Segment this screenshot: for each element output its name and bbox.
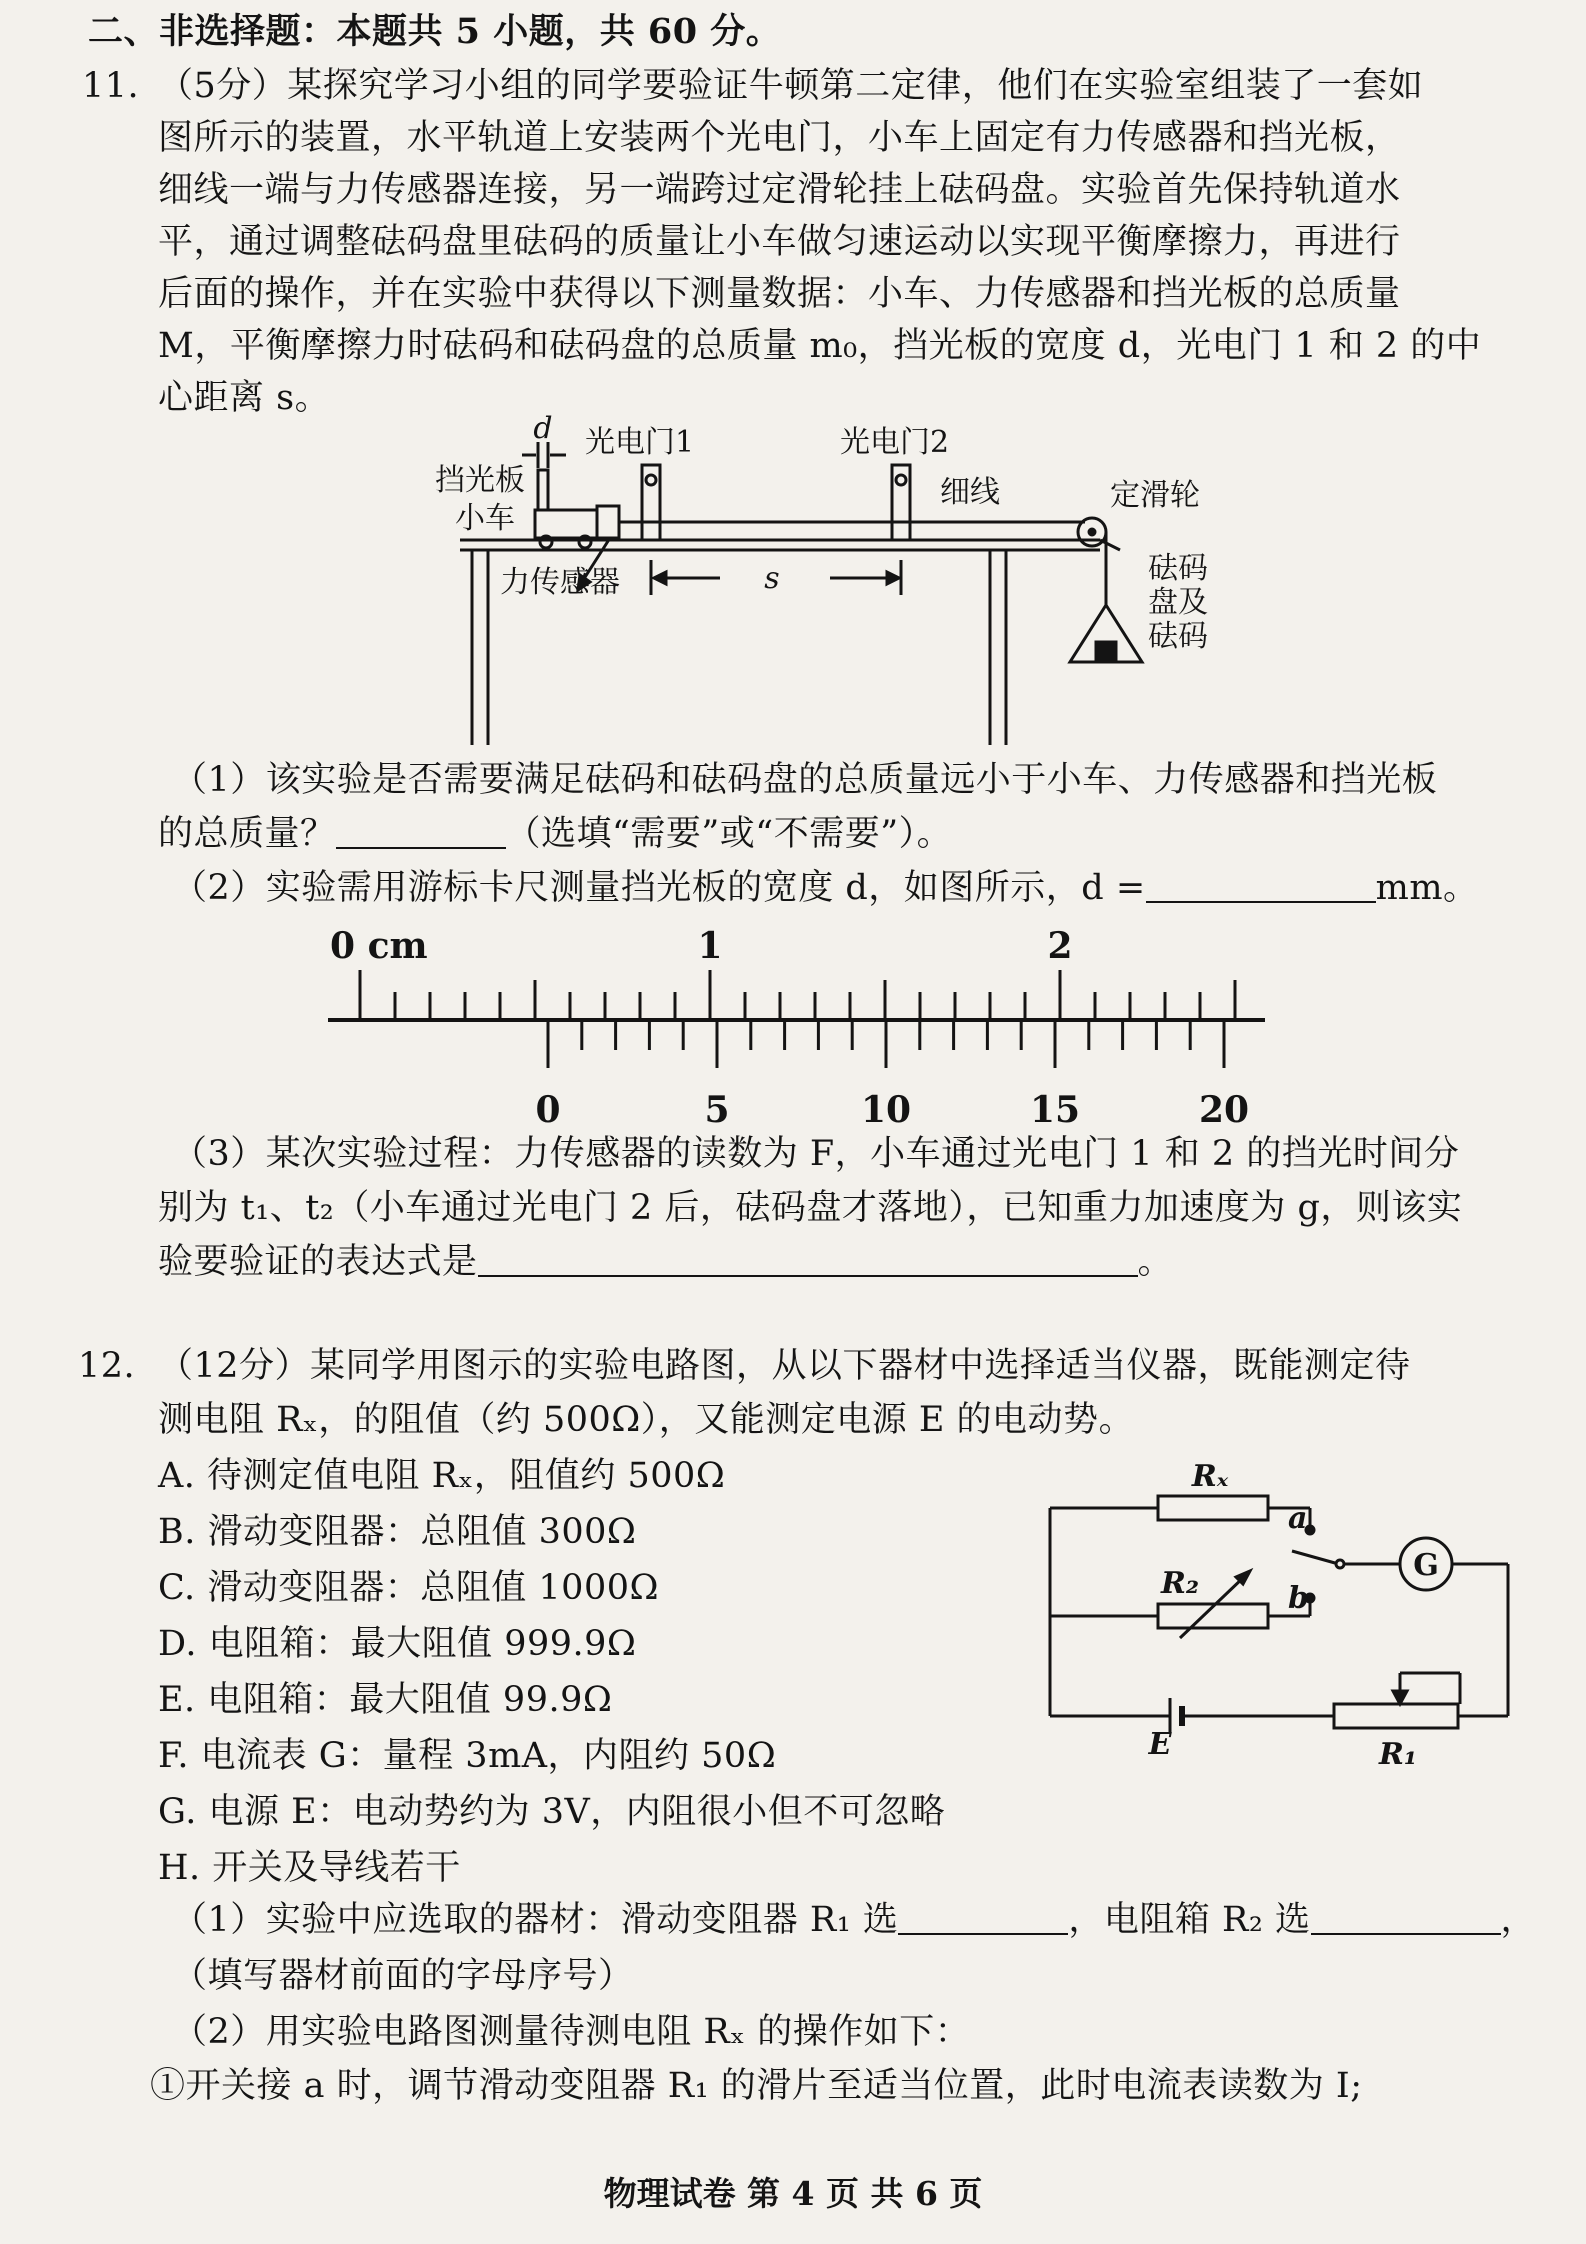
option-h: H. 开关及导线若干 [158,1848,461,1888]
label-weights-2: 盘及 [1148,585,1208,620]
q11-number: 11. [82,66,140,106]
q11-part3-line1: （3）某次实验过程：力传感器的读数为 F，小车通过光电门 1 和 2 的挡光时间分 [172,1134,1460,1174]
q12-part1-r1-blank[interactable] [898,1899,1068,1935]
q11-part3-pre: 验要验证的表达式是 [158,1242,478,1282]
label-cart: 小车 [455,501,515,536]
vernier-scale-ticks [548,1020,1224,1068]
page-footer: 物理试卷 第 4 页 共 6 页 [603,2174,983,2213]
q12-part1-r2-blank[interactable] [1311,1899,1501,1935]
circuit-label-b: b [1288,1581,1309,1616]
q11-line-6: M，平衡摩擦力时砝码和砝码盘的总质量 m₀，挡光板的宽度 d，光电门 1 和 2 的中 [158,326,1482,366]
q11-line-4: 平，通过调整砝码盘里砝码的质量让小车做匀速运动以实现平衡摩擦力，再进行 [158,222,1401,262]
main-scale-ticks [360,970,1235,1020]
option-b: B. 滑动变阻器：总阻值 300Ω [158,1512,637,1552]
caliper-main-label-2: 2 [1047,925,1073,967]
option-d: D. 电阻箱：最大阻值 999.9Ω [158,1624,637,1664]
q12-number: 12. [78,1346,136,1386]
q11-part1-answer-blank[interactable] [336,813,506,849]
q11-part3-line2: 别为 t₁、t₂（小车通过光电门 2 后，砝码盘才落地），已知重力加速度为 g，则该实 [158,1188,1463,1228]
q11-part1-line1: （1）该实验是否需要满足砝码和砝码盘的总质量远小于小车、力传感器和挡光板 [172,760,1438,800]
circuit-label-g: G [1413,1548,1439,1583]
label-d: d [533,411,553,446]
vernier-label-10: 10 [860,1089,912,1131]
q11-line-5: 后面的操作，并在实验中获得以下测量数据：小车、力传感器和挡光板的总质量 [158,274,1401,314]
q12-part1-mid: ，电阻箱 R₂ 选 [1068,1900,1311,1940]
q11-part3-line3 [158,1238,1173,1286]
q11-part3-post: 。 [1137,1242,1174,1282]
label-gate2: 光电门2 [840,425,950,460]
q11-part2-answer-blank[interactable] [1146,867,1376,903]
apparatus-figure [420,410,1270,750]
option-c: C. 滑动变阻器：总阻值 1000Ω [158,1568,660,1608]
q12-intro-2: 测电阻 Rₓ，的阻值（约 500Ω），又能测定电源 E 的电动势。 [158,1400,1135,1440]
q11-part2-post: mm。 [1375,868,1479,908]
option-e: E. 电阻箱：最大阻值 99.9Ω [158,1680,613,1720]
circuit-diagram [1030,1448,1530,1778]
circuit-label-a: a [1288,1501,1308,1536]
vernier-label-5: 5 [704,1089,730,1131]
caliper-unit: 0 cm [330,925,428,967]
q12-part2-intro: （2）用实验电路图测量待测电阻 Rₓ 的操作如下： [172,2012,971,2052]
q11-part3-answer-blank[interactable] [478,1241,1138,1277]
q12-intro-1: （12分）某同学用图示的实验电路图，从以下器材中选择适当仪器，既能测定待 [158,1346,1411,1386]
circuit-label-rx: Rₓ [1191,1459,1229,1494]
q11-part2-line [172,864,1479,912]
label-string: 细线 [940,475,1000,510]
q11-part2-pre: （2）实验需用游标卡尺测量挡光板的宽度 d，如图所示，d = [172,868,1146,908]
q12-part1-end: ， [1500,1900,1537,1940]
circuit-label-r2: R₂ [1160,1566,1200,1601]
q12-part1-line [172,1896,1536,1944]
q12-part1-note: （填写器材前面的字母序号） [172,1956,634,1996]
label-s: s [764,561,780,596]
q11-part1-pre: 的总质量？ [158,814,336,854]
q11-line-2: 图所示的装置，水平轨道上安装两个光电门，小车上固定有力传感器和挡光板， [158,118,1401,158]
q12-options [158,1452,945,1892]
option-g: G. 电源 E：电动势约为 3V，内阻很小但不可忽略 [158,1792,946,1832]
circuit-label-e: E [1148,1727,1172,1762]
vernier-caliper [320,912,1280,1142]
q12-part1-pre: （1）实验中应选取的器材：滑动变阻器 R₁ 选 [172,1900,899,1940]
circuit-label-r1: R₁ [1378,1737,1418,1772]
q11-line-7: 心距离 s。 [158,378,331,418]
vernier-label-20: 20 [1198,1089,1250,1131]
q11-stem [158,62,1481,422]
caliper-main-label-1: 1 [697,925,723,967]
q11-part1-line2 [158,810,952,858]
q12-step1: ①开关接 a 时，调节滑动变阻器 R₁ 的滑片至适当位置，此时电流表读数为 I; [150,2066,1363,2106]
label-weights-3: 砝码 [1148,619,1208,654]
option-a: A. 待测定值电阻 Rₓ，阻值约 500Ω [158,1456,726,1496]
q11-line-1: （5分）某探究学习小组的同学要验证牛顿第二定律，他们在实验室组装了一套如 [158,66,1424,106]
label-pulley: 定滑轮 [1110,478,1200,513]
section-header: 二、非选择题：本题共 5 小题，共 60 分。 [88,11,782,52]
label-weights-1: 砝码 [1148,551,1208,586]
label-flag: 挡光板 [435,463,525,498]
label-sensor: 力传感器 [500,565,620,600]
q11-part1-post: （选填“需要”或“不需要”）。 [505,814,953,854]
q11-line-3: 细线一端与力传感器连接，另一端跨过定滑轮挂上砝码盘。实验首先保持轨道水 [158,170,1401,210]
vernier-label-15: 15 [1029,1089,1081,1131]
vernier-label-0: 0 [535,1089,561,1131]
option-f: F. 电流表 G：量程 3mA，内阻约 50Ω [158,1736,777,1776]
label-gate1: 光电门1 [585,425,695,460]
